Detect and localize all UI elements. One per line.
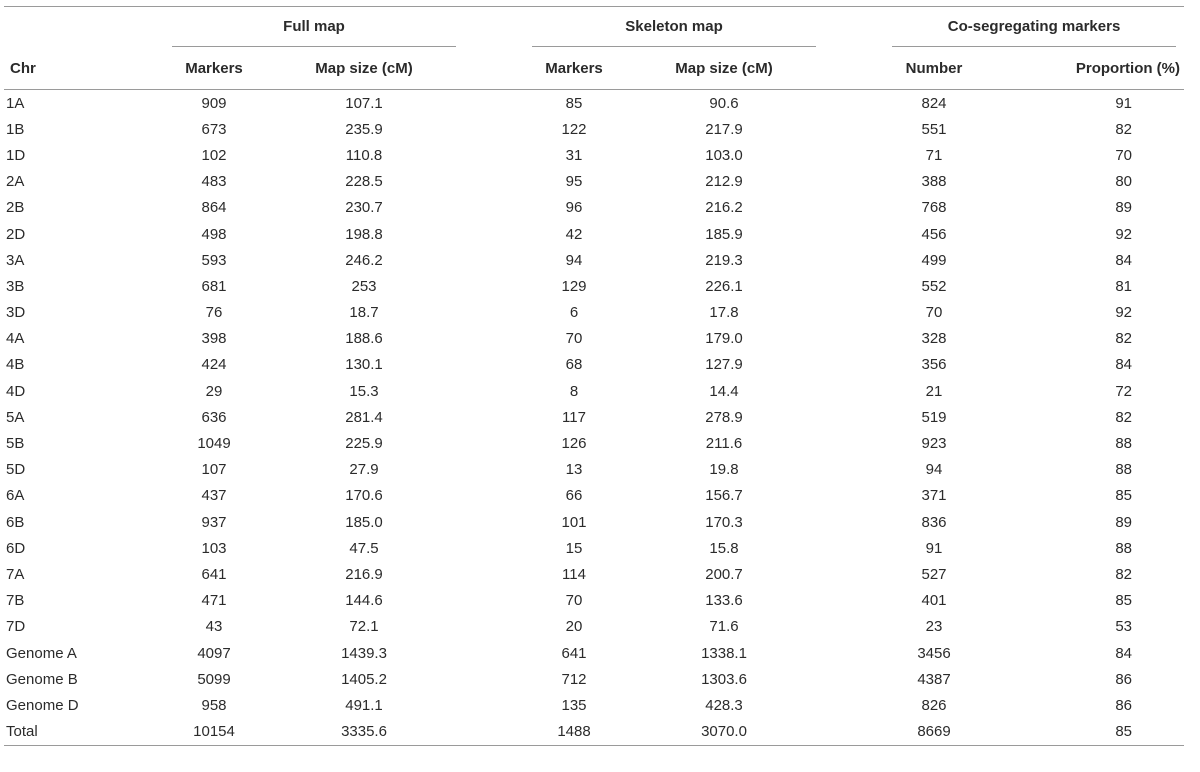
table-row bbox=[4, 378, 1184, 404]
cell-gap bbox=[464, 273, 524, 299]
cell-chr: 2A bbox=[6, 173, 25, 191]
cell-gap bbox=[824, 457, 884, 483]
cell-full-markers: 76 bbox=[205, 304, 223, 322]
cell-gap bbox=[464, 430, 524, 456]
cell-gap bbox=[464, 561, 524, 587]
column-header-full-map-size: Map size (cM) bbox=[264, 47, 464, 90]
cell-gap bbox=[824, 588, 884, 614]
cell-full-markers: 958 bbox=[201, 696, 227, 714]
cell-chr: 5D bbox=[6, 461, 26, 479]
cell-chr: 6B bbox=[6, 513, 25, 531]
cell-skeleton-markers: 117 bbox=[562, 408, 586, 426]
cell-gap bbox=[464, 90, 524, 117]
cell-gap bbox=[464, 692, 524, 718]
cell-coseg-proportion: 88 bbox=[1115, 461, 1133, 479]
group-underline-cosegregating bbox=[892, 46, 1176, 47]
cell-skeleton-map-size: 212.9 bbox=[705, 173, 743, 191]
column-header-skeleton-map-size: Map size (cM) bbox=[624, 47, 824, 90]
cell-full-map-size: 107.1 bbox=[345, 94, 383, 112]
cell-skeleton-map-size: 71.6 bbox=[709, 618, 739, 636]
cell-skeleton-markers: 101 bbox=[561, 513, 587, 531]
cell-chr: 6D bbox=[6, 539, 26, 557]
cell-coseg-proportion: 53 bbox=[1115, 618, 1133, 636]
cell-coseg-number: 3456 bbox=[917, 644, 951, 662]
cell-gap bbox=[824, 535, 884, 561]
cell-coseg-proportion: 92 bbox=[1115, 304, 1133, 322]
cell-coseg-number: 401 bbox=[921, 592, 947, 610]
table-row bbox=[4, 666, 1184, 692]
cell-gap bbox=[824, 195, 884, 221]
cell-skeleton-map-size: 17.8 bbox=[709, 304, 739, 322]
cell-full-markers: 5099 bbox=[197, 670, 231, 688]
table-row bbox=[4, 404, 1184, 430]
cell-gap bbox=[824, 142, 884, 168]
cell-coseg-proportion: 86 bbox=[1115, 696, 1133, 714]
cell-gap bbox=[824, 326, 884, 352]
cell-gap bbox=[824, 640, 884, 666]
group-title-skeleton-map: Skeleton map bbox=[625, 17, 723, 35]
cell-full-map-size: 491.1 bbox=[345, 696, 383, 714]
cell-coseg-proportion: 88 bbox=[1115, 539, 1133, 557]
cell-full-markers: 673 bbox=[201, 120, 227, 138]
cell-coseg-proportion: 85 bbox=[1115, 487, 1133, 505]
cell-gap bbox=[464, 535, 524, 561]
cell-coseg-proportion: 86 bbox=[1115, 670, 1133, 688]
column-header-row bbox=[4, 47, 1184, 90]
cell-gap bbox=[464, 588, 524, 614]
cell-gap bbox=[464, 221, 524, 247]
column-header-chr: Chr bbox=[4, 47, 164, 90]
cell-coseg-proportion: 81 bbox=[1115, 277, 1133, 295]
table-row bbox=[4, 300, 1184, 326]
cell-gap bbox=[464, 404, 524, 430]
cell-gap bbox=[824, 509, 884, 535]
cell-chr: 5A bbox=[6, 408, 25, 426]
cell-coseg-number: 356 bbox=[921, 356, 947, 374]
cell-coseg-proportion: 72 bbox=[1115, 382, 1133, 400]
cell-gap bbox=[824, 247, 884, 273]
cell-skeleton-markers: 95 bbox=[565, 173, 583, 191]
cell-chr: 7B bbox=[6, 592, 25, 610]
cell-skeleton-map-size: 179.0 bbox=[705, 330, 743, 348]
cell-full-markers: 937 bbox=[201, 513, 227, 531]
cell-gap bbox=[464, 247, 524, 273]
cell-skeleton-markers: 42 bbox=[565, 225, 583, 243]
cell-chr: 3A bbox=[6, 251, 25, 269]
cell-chr: 2B bbox=[6, 199, 25, 217]
table-row bbox=[4, 509, 1184, 535]
cell-gap bbox=[824, 483, 884, 509]
cell-skeleton-map-size: 3070.0 bbox=[624, 719, 824, 746]
cell-skeleton-markers: 8 bbox=[569, 382, 579, 400]
cell-coseg-proportion: 89 bbox=[1115, 513, 1133, 531]
cell-full-map-size: 230.7 bbox=[345, 199, 383, 217]
group-header-gap bbox=[464, 7, 524, 47]
cell-full-map-size: 228.5 bbox=[345, 173, 383, 191]
cell-full-markers: 4097 bbox=[197, 644, 231, 662]
cell-skeleton-map-size: 185.9 bbox=[705, 225, 743, 243]
cell-full-map-size: 130.1 bbox=[345, 356, 383, 374]
cell-coseg-number: 91 bbox=[925, 539, 943, 557]
cell-full-map-size: 198.8 bbox=[345, 225, 383, 243]
column-header-coseg-proportion: Proportion (%) bbox=[984, 47, 1184, 90]
cell-skeleton-markers: 68 bbox=[565, 356, 583, 374]
cell-coseg-proportion: 85 bbox=[984, 719, 1184, 746]
cell-gap bbox=[464, 116, 524, 142]
table-row bbox=[4, 588, 1184, 614]
cell-skeleton-markers: 122 bbox=[561, 120, 587, 138]
cell-gap bbox=[464, 378, 524, 404]
cell-full-map-size: 185.0 bbox=[345, 513, 383, 531]
cell-skeleton-markers: 13 bbox=[565, 461, 583, 479]
cell-gap bbox=[824, 221, 884, 247]
cell-skeleton-map-size: 19.8 bbox=[709, 461, 739, 479]
cell-skeleton-markers: 712 bbox=[561, 670, 587, 688]
cell-coseg-number: 328 bbox=[921, 330, 947, 348]
cell-coseg-number: 23 bbox=[925, 618, 943, 636]
cell-chr: 6A bbox=[6, 487, 25, 505]
cell-full-markers: 636 bbox=[201, 408, 227, 426]
cell-gap bbox=[464, 483, 524, 509]
table-row bbox=[4, 614, 1184, 640]
cell-gap bbox=[824, 692, 884, 718]
cell-gap bbox=[464, 326, 524, 352]
cell-chr: 1A bbox=[6, 94, 25, 112]
cell-coseg-proportion: 84 bbox=[1115, 644, 1133, 662]
cell-skeleton-markers: 129 bbox=[561, 277, 587, 295]
cell-coseg-number: 499 bbox=[921, 251, 947, 269]
group-underline-skeleton-map bbox=[532, 46, 816, 47]
cell-skeleton-map-size: 1338.1 bbox=[701, 644, 747, 662]
cell-full-markers: 593 bbox=[201, 251, 227, 269]
cell-gap bbox=[824, 666, 884, 692]
cell-coseg-number: 388 bbox=[921, 173, 947, 191]
cell-skeleton-markers: 114 bbox=[562, 565, 586, 583]
table-row bbox=[4, 326, 1184, 352]
cell-skeleton-map-size: 1303.6 bbox=[701, 670, 747, 688]
column-header-coseg-number: Number bbox=[884, 47, 984, 90]
cell-full-map-size: 27.9 bbox=[349, 461, 379, 479]
column-header-gap bbox=[824, 47, 884, 90]
cell-full-markers: 107 bbox=[201, 461, 227, 479]
cell-skeleton-map-size: 127.9 bbox=[705, 356, 743, 374]
table-row bbox=[4, 692, 1184, 718]
cell-chr: Genome D bbox=[6, 696, 79, 714]
cell-coseg-number: 519 bbox=[921, 408, 947, 426]
cell-skeleton-map-size: 103.0 bbox=[705, 146, 743, 164]
cell-full-map-size: 3335.6 bbox=[264, 719, 464, 746]
cell-coseg-number: 70 bbox=[925, 304, 943, 322]
cell-skeleton-map-size: 428.3 bbox=[705, 696, 743, 714]
cell-chr: 3B bbox=[6, 277, 25, 295]
cell-full-map-size: 246.2 bbox=[345, 251, 383, 269]
table-row bbox=[4, 719, 1184, 746]
cell-skeleton-markers: 70 bbox=[565, 592, 583, 610]
cell-gap bbox=[464, 719, 524, 746]
cell-gap bbox=[464, 195, 524, 221]
cell-coseg-proportion: 84 bbox=[1115, 251, 1133, 269]
cell-chr: Genome A bbox=[6, 644, 77, 662]
cell-full-markers: 103 bbox=[201, 539, 227, 557]
cell-skeleton-markers: 15 bbox=[565, 539, 583, 557]
cell-full-map-size: 15.3 bbox=[349, 382, 379, 400]
cell-gap bbox=[464, 169, 524, 195]
cell-coseg-proportion: 82 bbox=[1115, 330, 1133, 348]
cell-gap bbox=[824, 116, 884, 142]
table-row bbox=[4, 221, 1184, 247]
cell-coseg-proportion: 82 bbox=[1115, 408, 1133, 426]
cell-full-map-size: 110.8 bbox=[345, 146, 383, 164]
data-table-container bbox=[4, 6, 1184, 746]
cell-full-map-size: 235.9 bbox=[345, 120, 383, 138]
group-header-cosegregating bbox=[884, 7, 1184, 47]
cell-coseg-number: 824 bbox=[921, 94, 947, 112]
cell-full-markers: 398 bbox=[201, 330, 227, 348]
cell-chr: 2D bbox=[6, 225, 26, 243]
genetic-map-table bbox=[4, 7, 1184, 746]
cell-coseg-number: 71 bbox=[925, 146, 943, 164]
cell-coseg-number: 836 bbox=[921, 513, 947, 531]
group-header-spacer bbox=[4, 7, 164, 47]
group-header-gap bbox=[824, 7, 884, 47]
cell-full-markers: 1049 bbox=[197, 435, 231, 453]
cell-skeleton-markers: 94 bbox=[565, 251, 583, 269]
cell-chr: 3D bbox=[6, 304, 26, 322]
cell-chr: Genome B bbox=[6, 670, 78, 688]
cell-gap bbox=[824, 430, 884, 456]
cell-coseg-number: 768 bbox=[921, 199, 947, 217]
table-row bbox=[4, 169, 1184, 195]
cell-full-map-size: 253 bbox=[351, 277, 377, 295]
table-body bbox=[4, 90, 1184, 746]
table-row bbox=[4, 195, 1184, 221]
cell-skeleton-map-size: 219.3 bbox=[705, 251, 743, 269]
cell-coseg-number: 527 bbox=[921, 565, 947, 583]
cell-coseg-number: 826 bbox=[921, 696, 947, 714]
cell-chr: 7A bbox=[6, 565, 25, 583]
cell-skeleton-markers: 31 bbox=[565, 146, 583, 164]
cell-coseg-proportion: 70 bbox=[1115, 146, 1133, 164]
cell-full-map-size: 170.6 bbox=[345, 487, 383, 505]
cell-skeleton-map-size: 217.9 bbox=[705, 120, 743, 138]
cell-full-markers: 641 bbox=[201, 565, 227, 583]
cell-skeleton-markers: 641 bbox=[561, 644, 587, 662]
table-row bbox=[4, 640, 1184, 666]
cell-gap bbox=[464, 352, 524, 378]
cell-gap bbox=[824, 561, 884, 587]
cell-full-map-size: 281.4 bbox=[345, 408, 383, 426]
cell-coseg-number: 923 bbox=[921, 435, 947, 453]
cell-coseg-number: 21 bbox=[925, 382, 943, 400]
cell-skeleton-markers: 85 bbox=[565, 94, 583, 112]
column-header-skeleton-markers: Markers bbox=[524, 47, 624, 90]
cell-full-markers: 10154 bbox=[164, 719, 264, 746]
cell-skeleton-map-size: 278.9 bbox=[705, 408, 743, 426]
cell-skeleton-map-size: 170.3 bbox=[705, 513, 743, 531]
cell-chr: 1B bbox=[6, 120, 25, 138]
cell-gap bbox=[464, 142, 524, 168]
cell-full-markers: 29 bbox=[205, 382, 223, 400]
cell-coseg-number: 94 bbox=[925, 461, 943, 479]
cell-full-markers: 424 bbox=[201, 356, 227, 374]
cell-coseg-proportion: 84 bbox=[1115, 356, 1133, 374]
cell-gap bbox=[464, 666, 524, 692]
cell-full-markers: 483 bbox=[201, 173, 227, 191]
cell-full-markers: 437 bbox=[201, 487, 227, 505]
cell-chr: 5B bbox=[6, 435, 25, 453]
cell-full-markers: 102 bbox=[201, 146, 227, 164]
cell-skeleton-map-size: 216.2 bbox=[705, 199, 743, 217]
cell-coseg-proportion: 88 bbox=[1115, 435, 1133, 453]
group-header-row bbox=[4, 7, 1184, 47]
cell-skeleton-map-size: 226.1 bbox=[705, 277, 743, 295]
cell-gap bbox=[824, 169, 884, 195]
table-row bbox=[4, 142, 1184, 168]
group-header-skeleton-map bbox=[524, 7, 824, 47]
cell-coseg-number: 551 bbox=[921, 120, 947, 138]
cell-skeleton-map-size: 14.4 bbox=[709, 382, 739, 400]
cell-gap bbox=[464, 457, 524, 483]
table-row bbox=[4, 457, 1184, 483]
cell-full-map-size: 18.7 bbox=[349, 304, 379, 322]
cell-full-map-size: 144.6 bbox=[345, 592, 383, 610]
group-title-full-map: Full map bbox=[283, 17, 345, 35]
cell-coseg-number: 456 bbox=[921, 225, 947, 243]
cell-skeleton-markers: 1488 bbox=[524, 719, 624, 746]
table-row bbox=[4, 483, 1184, 509]
cell-gap bbox=[824, 300, 884, 326]
cell-coseg-proportion: 89 bbox=[1115, 199, 1133, 217]
cell-coseg-proportion: 82 bbox=[1115, 565, 1133, 583]
cell-full-markers: 498 bbox=[201, 225, 227, 243]
cell-coseg-number: 371 bbox=[921, 487, 947, 505]
cell-gap bbox=[824, 378, 884, 404]
cell-chr: 4D bbox=[6, 382, 26, 400]
table-row bbox=[4, 90, 1184, 117]
table-row bbox=[4, 273, 1184, 299]
cell-chr: 7D bbox=[6, 618, 26, 636]
cell-full-markers: 471 bbox=[201, 592, 227, 610]
cell-skeleton-markers: 6 bbox=[569, 304, 579, 322]
cell-coseg-number: 8669 bbox=[884, 719, 984, 746]
cell-skeleton-markers: 96 bbox=[565, 199, 583, 217]
cell-skeleton-map-size: 133.6 bbox=[705, 592, 743, 610]
cell-chr: 4A bbox=[6, 330, 25, 348]
cell-coseg-proportion: 92 bbox=[1115, 225, 1133, 243]
cell-gap bbox=[464, 614, 524, 640]
table-row bbox=[4, 116, 1184, 142]
group-header-full-map bbox=[164, 7, 464, 47]
cell-gap bbox=[464, 509, 524, 535]
cell-full-markers: 864 bbox=[201, 199, 227, 217]
cell-skeleton-markers: 126 bbox=[561, 435, 587, 453]
cell-full-map-size: 1405.2 bbox=[341, 670, 387, 688]
cell-coseg-proportion: 85 bbox=[1115, 592, 1133, 610]
table-row bbox=[4, 352, 1184, 378]
cell-skeleton-markers: 135 bbox=[561, 696, 587, 714]
cell-full-map-size: 47.5 bbox=[349, 539, 379, 557]
group-title-cosegregating: Co-segregating markers bbox=[947, 17, 1121, 35]
cell-skeleton-map-size: 90.6 bbox=[709, 94, 739, 112]
cell-skeleton-map-size: 156.7 bbox=[705, 487, 743, 505]
cell-full-map-size: 188.6 bbox=[345, 330, 383, 348]
cell-skeleton-map-size: 15.8 bbox=[709, 539, 739, 557]
cell-gap bbox=[464, 300, 524, 326]
cell-chr: Total bbox=[4, 719, 164, 746]
cell-full-markers: 681 bbox=[201, 277, 227, 295]
cell-gap bbox=[464, 640, 524, 666]
column-header-full-markers: Markers bbox=[164, 47, 264, 90]
cell-gap bbox=[824, 404, 884, 430]
cell-full-map-size: 72.1 bbox=[349, 618, 379, 636]
cell-gap bbox=[824, 273, 884, 299]
table-row bbox=[4, 430, 1184, 456]
cell-chr: 4B bbox=[6, 356, 25, 374]
table-row bbox=[4, 535, 1184, 561]
cell-skeleton-map-size: 211.6 bbox=[705, 435, 743, 453]
cell-skeleton-markers: 20 bbox=[565, 618, 583, 636]
cell-gap bbox=[824, 719, 884, 746]
table-header bbox=[4, 7, 1184, 90]
column-header-gap bbox=[464, 47, 524, 90]
cell-coseg-number: 552 bbox=[921, 277, 947, 295]
table-row bbox=[4, 247, 1184, 273]
cell-full-markers: 43 bbox=[205, 618, 223, 636]
cell-chr: 1D bbox=[6, 146, 26, 164]
cell-full-markers: 909 bbox=[201, 94, 227, 112]
group-underline-full-map bbox=[172, 46, 456, 47]
cell-skeleton-markers: 66 bbox=[565, 487, 583, 505]
cell-coseg-proportion: 80 bbox=[1115, 173, 1133, 191]
cell-coseg-proportion: 91 bbox=[1115, 94, 1133, 112]
cell-skeleton-markers: 70 bbox=[565, 330, 583, 348]
cell-full-map-size: 216.9 bbox=[345, 565, 383, 583]
cell-full-map-size: 1439.3 bbox=[341, 644, 387, 662]
cell-coseg-number: 4387 bbox=[917, 670, 951, 688]
cell-gap bbox=[824, 352, 884, 378]
cell-full-map-size: 225.9 bbox=[345, 435, 383, 453]
table-row bbox=[4, 561, 1184, 587]
cell-coseg-proportion: 82 bbox=[1115, 120, 1133, 138]
cell-gap bbox=[824, 90, 884, 117]
cell-gap bbox=[824, 614, 884, 640]
cell-skeleton-map-size: 200.7 bbox=[705, 565, 743, 583]
